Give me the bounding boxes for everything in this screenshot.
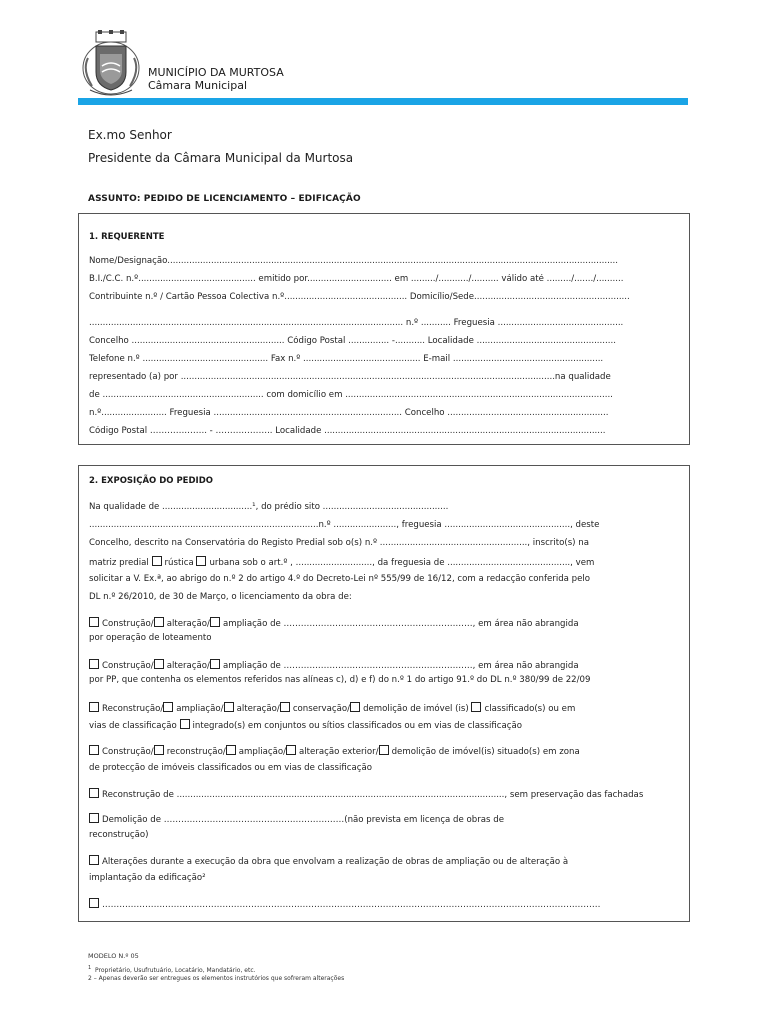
municipality-name: MUNICÍPIO DA MURTOSA (148, 66, 284, 79)
reconstruction-checkbox[interactable] (154, 745, 164, 755)
construction-checkbox[interactable] (89, 659, 99, 669)
municipal-coat-of-arms-logo (78, 30, 144, 100)
option-demolition-line-2: reconstrução) (89, 830, 149, 840)
option-construction-1 (89, 617, 681, 630)
section-2-title: 2. EXPOSIÇÃO DO PEDIDO (89, 476, 213, 486)
option-construction-2 (89, 659, 681, 672)
amplification-checkbox[interactable] (163, 702, 173, 712)
requester-field-line[interactable]: representado (a) por .........................................................................................................................................na qualidade (89, 372, 611, 382)
rustica-label: rústica (164, 558, 197, 568)
footnote-1-text: Proprietário, Usufrutuário, Locatário, Mandatário, etc. (95, 967, 256, 974)
requester-field-line[interactable]: B.I./C.C. n.º........................................... emitido por............................... em ........./.........../.......... válido até ........./......./.......... (89, 274, 624, 284)
footnote-1 (88, 965, 256, 974)
conservation-checkbox[interactable] (280, 702, 290, 712)
municipality-header (148, 66, 284, 92)
amplification-checkbox[interactable] (226, 745, 236, 755)
option-label: demolição de imóvel (is) (363, 704, 469, 714)
requester-field-line[interactable]: Telefone n.º .............................................. Fax n.º ........................................... E-mail ....................................................... (89, 354, 604, 364)
requester-field-line[interactable]: ................................................................................................................... n.º ........... Freguesia .............................................. (89, 318, 624, 328)
option-label: Reconstrução/ (102, 704, 164, 714)
rustica-checkbox[interactable] (152, 556, 162, 566)
subject-line: ASSUNTO: PEDIDO DE LICENCIAMENTO – EDIFICAÇÃO (88, 194, 361, 204)
option-label: Reconstrução de ........................................................................................................................, sem preservação das fachadas (102, 790, 644, 800)
requester-field-line[interactable]: n.º........................ Freguesia ..................................................................... Concelho ........................................................... (89, 408, 609, 418)
statement-line[interactable]: ....................................................................................n.º ......................., freguesia .............................................., deste (89, 520, 600, 530)
model-number: MODELO N.º 05 (88, 952, 139, 960)
other-field[interactable]: ………………………………………………………………………………………………………………………………………………………… (102, 900, 601, 910)
demolition-checkbox[interactable] (379, 745, 389, 755)
alteration-checkbox[interactable] (154, 617, 164, 627)
option-demolition (89, 813, 681, 826)
statement-line[interactable]: Concelho, descrito na Conservatória do Registo Predial sob o(s) n.º ......................................................, inscrito(s) na (89, 538, 589, 548)
option-label: demolição de imóvel(is) situado(s) em zona (391, 747, 580, 757)
option-label: Construção/ (102, 619, 154, 629)
requester-field-line[interactable]: Código Postal ……………….. - ……………….. Localidade ....................................................................................................... (89, 426, 606, 436)
demolition-checkbox[interactable] (350, 702, 360, 712)
demolition-checkbox[interactable] (89, 813, 99, 823)
option-alterations-during-work (89, 855, 681, 868)
amplification-checkbox[interactable] (210, 617, 220, 627)
requester-field-line[interactable]: Nome/Designação..................................................................................................................................................................... (89, 256, 619, 266)
section-1-title: 1. REQUERENTE (89, 232, 165, 242)
request-statement-section (78, 465, 690, 922)
statement-line[interactable]: Na qualidade de .................................¹, do prédio sito .............................................. (89, 502, 449, 512)
alteration-checkbox[interactable] (154, 659, 164, 669)
option-label: Demolição de ………………………………………………………(não prevista em licença de obras de (102, 815, 504, 825)
urbana-label: urbana sob o art.º , ............................, da freguesia de ............................................., vem (209, 558, 595, 568)
option-protection-zone (89, 745, 681, 758)
chamber-name: Câmara Municipal (148, 79, 248, 92)
construction-checkbox[interactable] (89, 617, 99, 627)
option-label: alteração/ (166, 619, 210, 629)
option-label: alteração exterior/ (299, 747, 379, 757)
reconstruction-checkbox[interactable] (89, 702, 99, 712)
option-label: conservação/ (292, 704, 351, 714)
footnote-1-mark: 1 (88, 965, 92, 971)
option-label: ampliação de …………………………………………………………, em área não abrangida (222, 661, 579, 671)
integrated-checkbox[interactable] (180, 719, 190, 729)
alterations-during-work-checkbox[interactable] (89, 855, 99, 865)
option-label: vias de classificação (89, 721, 180, 731)
urbana-checkbox[interactable] (196, 556, 206, 566)
option-other (89, 898, 681, 911)
statement-line: solicitar a V. Ex.ª, ao abrigo do n.º 2 do artigo 4.º do Decreto-Lei nº 555/99 de 16/12, com a redacção conferida pelo (89, 574, 591, 584)
option-label: alteração/ (166, 661, 210, 671)
option-label: alteração/ (236, 704, 280, 714)
footnote-2: 2 – Apenas deverão ser entregues os elementos instrutórios que sofreram alterações (88, 975, 345, 982)
option-label: ampliação de …………………………………………………………, em área não abrangida (222, 619, 579, 629)
salutation-line-2: Presidente da Câmara Municipal da Murtosa (88, 151, 354, 165)
option-reconstruction-classified-line-2 (89, 719, 681, 732)
matrix-label: matriz predial (89, 558, 152, 568)
option-construction-1-line-2: por operação de loteamento (89, 633, 212, 643)
option-construction-2-line-2: por PP, que contenha os elementos referidos nas alíneas c), d) e f) do n.º 1 do artigo 91.º do DL n.º 380/99 de 22/09 (89, 675, 591, 685)
statement-line-matrix (89, 556, 681, 569)
salutation-line-1: Ex.mo Senhor (88, 128, 172, 142)
option-label: Construção/ (102, 747, 154, 757)
option-label: classificado(s) ou em (484, 704, 576, 714)
option-label: integrado(s) em conjuntos ou sítios classificados ou em vias de classificação (192, 721, 523, 731)
alteration-checkbox[interactable] (224, 702, 234, 712)
exterior-alteration-checkbox[interactable] (286, 745, 296, 755)
option-label: Construção/ (102, 661, 154, 671)
option-protection-zone-line-2: de protecção de imóveis classificados ou em vias de classificação (89, 763, 373, 773)
option-label: Alterações durante a execução da obra que envolvam a realização de obras de ampliação ou de alteração à (102, 857, 569, 867)
requester-field-line[interactable]: de ........................................................... com domicílio em .................................................................................................. (89, 390, 613, 400)
option-alterations-during-work-line-2: implantação da edificação² (89, 873, 206, 883)
header-accent-bar (78, 98, 688, 105)
option-label: ampliação/ (238, 747, 287, 757)
statement-line: DL n.º 26/2010, de 30 de Março, o licenciamento da obra de: (89, 592, 352, 602)
requester-field-line[interactable]: Contribuinte n.º / Cartão Pessoa Colectiva n.º............................................. Domicílio/Sede......................................................... (89, 292, 630, 302)
option-label: reconstrução/ (166, 747, 226, 757)
option-reconstruction-facades (89, 788, 681, 801)
classified-checkbox[interactable] (471, 702, 481, 712)
requester-field-line[interactable]: Concelho ........................................................ Código Postal ............... -........... Localidade ................................................... (89, 336, 616, 346)
other-checkbox[interactable] (89, 898, 99, 908)
amplification-checkbox[interactable] (210, 659, 220, 669)
construction-checkbox[interactable] (89, 745, 99, 755)
requester-section (78, 213, 690, 445)
option-label: ampliação/ (176, 704, 224, 714)
reconstruction-facades-checkbox[interactable] (89, 788, 99, 798)
option-reconstruction-classified (89, 702, 681, 715)
